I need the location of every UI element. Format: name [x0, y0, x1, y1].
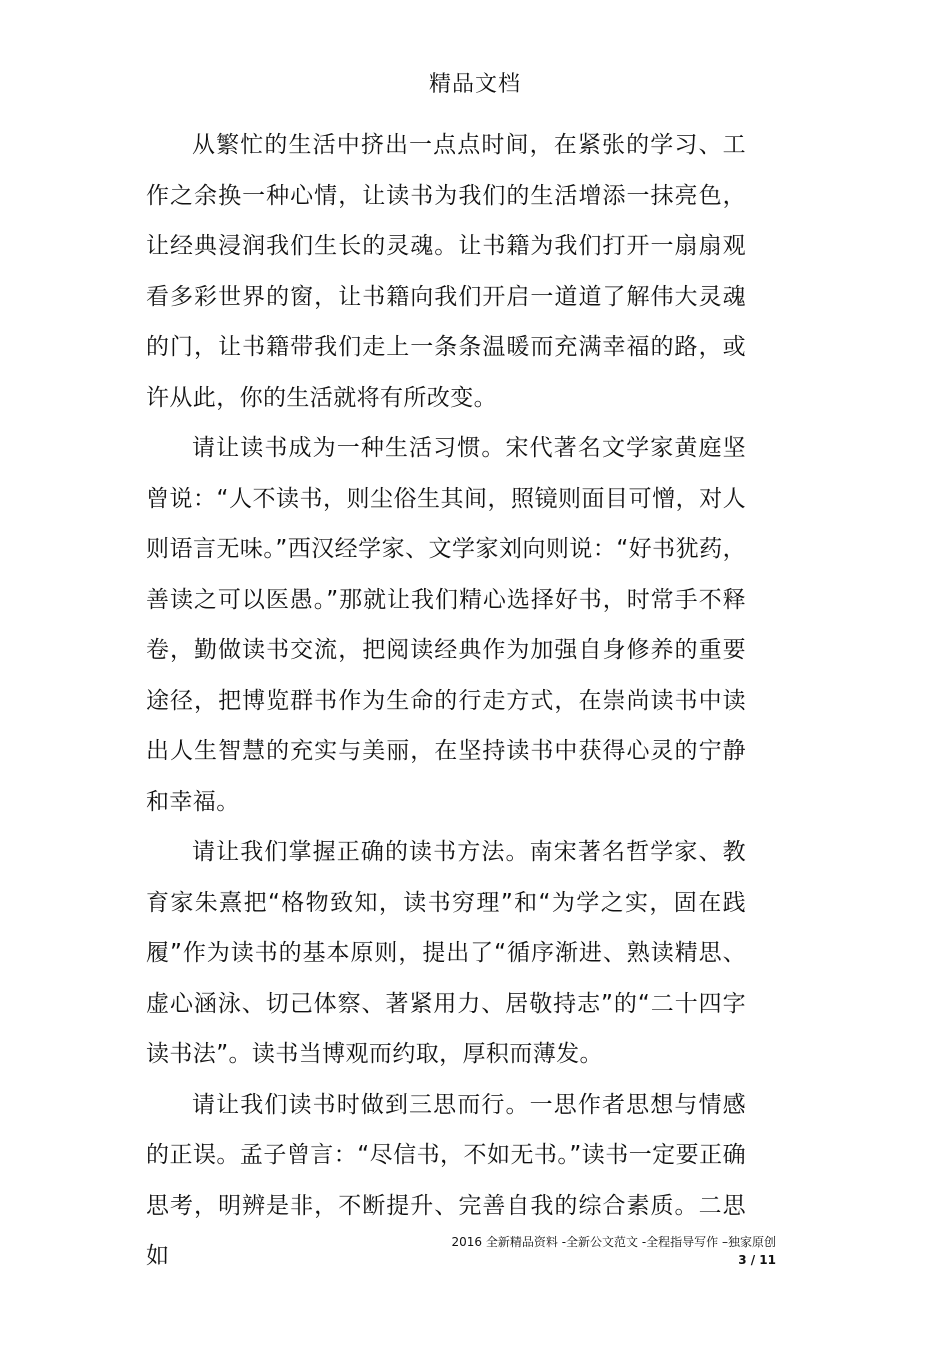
paragraph-2: 请让读书成为一种生活习惯。宋代著名文学家黄庭坚曾说：“人不读书，则尘俗生其间，照镜则面目可憎，对人则语言无味。”西汉经学家、文学家刘向则说：“好书犹药，善读之可以医愚。”那就让我们精心选择好书，时常手不释卷，勤做读书交流，把阅读经典作为加强自身修养的重要途径，把博览群书作为生命的行走方式，在崇尚读书中读出人生智慧的充实与美丽，在坚持读书中获得心灵的宁静和幸福。 — [146, 435, 746, 815]
footer-text: 2016 全新精品资料 -全新公文范文 -全程指导写作 –独家原创 — [451, 1235, 776, 1249]
paragraph-1: 从繁忙的生活中挤出一点点时间，在紧张的学习、工作之余换一种心情，让读书为我们的生活增添一抹亮色，让经典浸润我们生长的灵魂。让书籍为我们打开一扇扇观看多彩世界的窗，让书籍向我们开启一道道了解伟大灵魂的门，让书籍带我们走上一条条温暖而充满幸福的路，或许从此，你的生活就将有所改变。 — [146, 132, 746, 411]
page-number: 3 / 11 — [738, 1253, 776, 1267]
paragraph-4: 请让我们读书时做到三思而行。一思作者思想与情感的正误。孟子曾言：“尽信书，不如无书。”读书一定要正确思考，明辨是非，不断提升、完善自我的综合素质。二思如 — [146, 1091, 746, 1269]
document-body — [146, 120, 746, 1282]
paragraph-3: 请让我们掌握正确的读书方法。南宋著名哲学家、教育家朱熹把“格物致知，读书穷理”和“为学之实，固在践履”作为读书的基本原则，提出了“循序渐进、熟读精思、虚心涵泳、切己体察、著紧用力、居敬持志”的“二十四字读书法”。读书当博观而约取，厚积而薄发。 — [146, 839, 746, 1067]
page-header-title: 精品文档 — [428, 72, 521, 97]
